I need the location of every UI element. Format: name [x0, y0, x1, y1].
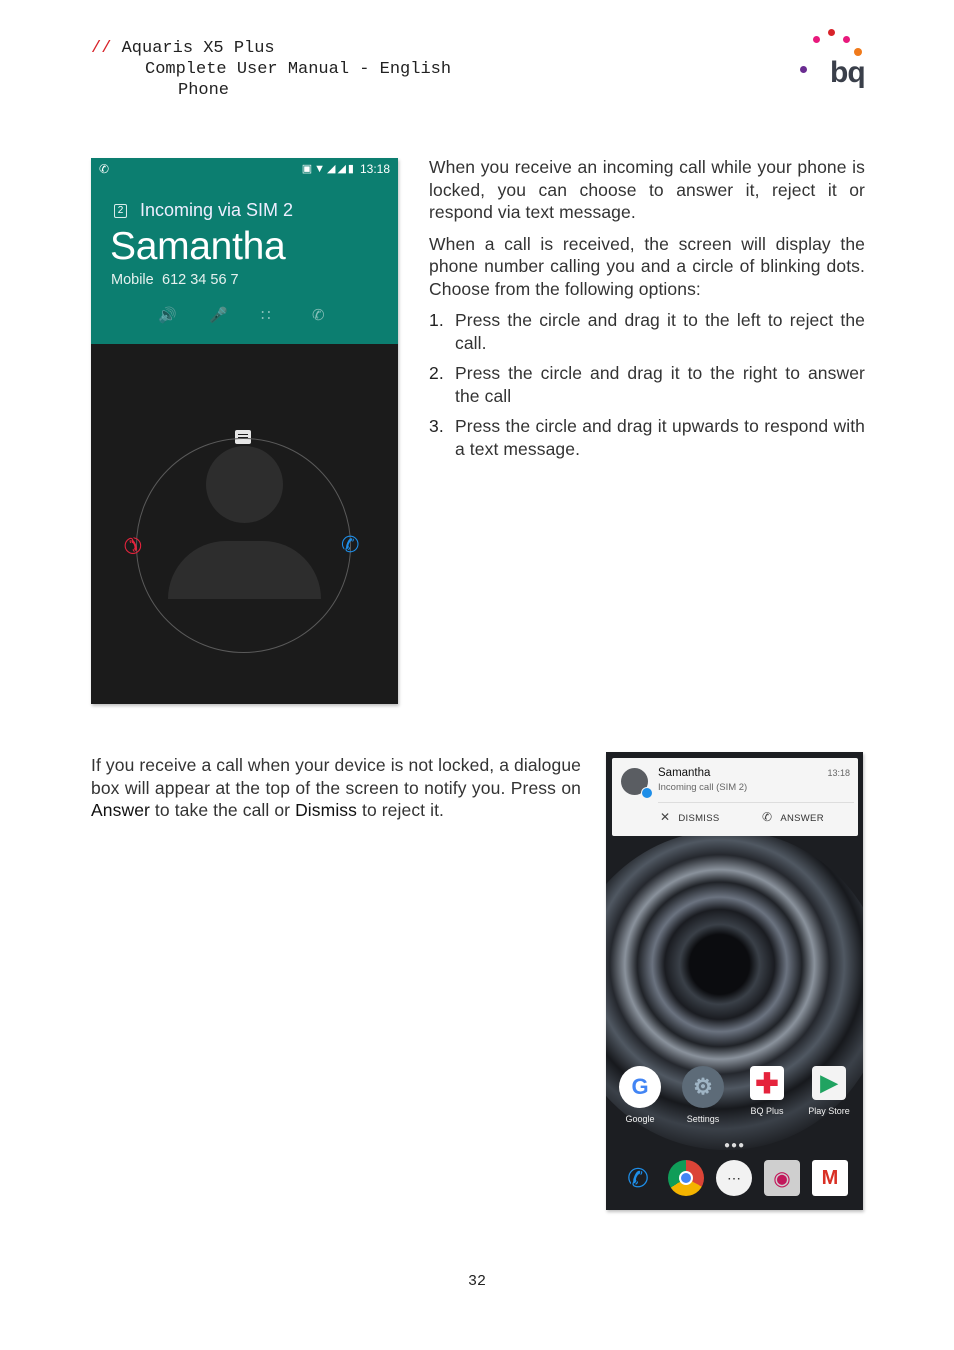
unlocked-call-instructions	[91, 754, 581, 822]
list-text: Press the circle and drag it upwards to respond with a text message.	[455, 416, 865, 459]
list-item	[429, 309, 865, 354]
dialpad-icon[interactable]: ∷	[261, 307, 271, 324]
sim-label: Incoming via SIM 2	[140, 200, 294, 220]
logo-text: bq	[830, 56, 865, 89]
google-icon: G	[619, 1066, 661, 1108]
answer-button[interactable]	[762, 810, 824, 824]
mute-icon[interactable]: 🎤	[209, 307, 228, 324]
list-text: Press the circle and drag it to the right to answer the call	[455, 363, 865, 406]
list-item	[429, 362, 865, 407]
paragraph: When you receive an incoming call while your phone is locked, you can choose to answer it, reject it or respond via text message.	[429, 157, 865, 222]
manual-title: Complete User Manual - English	[145, 60, 452, 79]
dismiss-label: DISMISS	[678, 813, 720, 824]
caller-number: 612 34 56 7	[162, 272, 239, 288]
caller-name: Samantha	[110, 225, 286, 268]
document-header	[91, 38, 451, 101]
locked-incoming-call-screenshot	[91, 158, 398, 704]
answer-label: ANSWER	[780, 813, 824, 824]
gmail-icon[interactable]: M	[812, 1160, 848, 1196]
status-time: 13:18	[359, 162, 390, 176]
options-list	[429, 309, 865, 460]
home-app-row	[606, 1066, 863, 1130]
app-play-store[interactable]	[799, 1066, 859, 1116]
play-store-icon: ▶	[812, 1066, 846, 1100]
plus-icon: ✚	[750, 1066, 784, 1100]
add-call-icon[interactable]: ✆	[312, 307, 325, 324]
answer-call-icon[interactable]: ✆	[341, 532, 360, 557]
list-item	[429, 415, 865, 460]
app-label: BQ Plus	[750, 1106, 784, 1116]
list-number: 2.	[429, 363, 444, 383]
bq-logo	[796, 26, 866, 96]
text-part: If you receive a call when your device is not locked, a dialogue box will appear at the top of the screen to notify you. Press on	[91, 755, 581, 798]
divider	[658, 802, 854, 803]
logo-dot	[854, 48, 862, 56]
call-badge-icon	[641, 787, 653, 799]
app-drawer-icon[interactable]: ⋯	[716, 1160, 752, 1196]
app-label: Settings	[686, 1114, 720, 1124]
app-bq-plus[interactable]	[737, 1066, 797, 1116]
paragraph: When a call is received, the screen will display the phone number calling you and a circle of blinking dots. Choose from the following options:	[429, 233, 865, 299]
gear-icon: ⚙	[682, 1066, 724, 1108]
app-label: Google	[625, 1114, 655, 1124]
caller-type: Mobile	[111, 272, 154, 288]
answer-term: Answer	[91, 800, 150, 820]
page-indicator: ●●●	[724, 1140, 746, 1151]
chrome-center	[679, 1171, 693, 1185]
signal-icons: ▣▼◢◢▮	[301, 163, 356, 175]
reject-call-icon[interactable]: ✆	[117, 529, 148, 561]
list-text: Press the circle and drag it to the left to reject the call.	[455, 310, 865, 353]
list-number: 1.	[429, 310, 444, 330]
product-name: Aquaris X5 Plus	[121, 39, 275, 58]
dismiss-button[interactable]	[660, 810, 720, 824]
app-label: Play Store	[808, 1106, 850, 1116]
notification-time: 13:18	[827, 768, 850, 778]
app-settings[interactable]	[673, 1066, 733, 1124]
call-actions	[91, 306, 398, 328]
text-part: to take the call or	[149, 800, 296, 820]
header-slashes: //	[91, 39, 112, 58]
avatar-placeholder-head	[206, 446, 283, 523]
sim-badge: 2	[114, 204, 127, 218]
call-header	[91, 158, 398, 344]
app-google[interactable]	[610, 1066, 670, 1124]
phone-icon: ✆	[762, 810, 773, 824]
phone-app-icon[interactable]: ✆	[627, 1162, 649, 1193]
text-part: to reject it.	[357, 800, 445, 820]
home-screen-notification-screenshot	[606, 752, 863, 1210]
notification-subtitle: Incoming call (SIM 2)	[658, 782, 748, 793]
speaker-icon[interactable]: 🔊	[158, 307, 177, 324]
logo-dot	[828, 29, 835, 36]
locked-call-instructions	[429, 156, 865, 468]
incoming-call-notification	[612, 758, 858, 836]
notification-name: Samantha	[658, 767, 711, 779]
page-number: 32	[467, 1273, 486, 1290]
status-bar	[91, 158, 398, 180]
list-number: 3.	[429, 416, 444, 436]
logo-dot	[843, 36, 850, 43]
chrome-icon[interactable]	[668, 1160, 704, 1196]
logo-dot	[813, 36, 820, 43]
close-icon: ✕	[660, 810, 671, 824]
logo-dot	[800, 66, 807, 73]
phone-icon: ✆	[99, 162, 110, 176]
dock	[606, 1160, 863, 1200]
dismiss-term: Dismiss	[295, 800, 358, 820]
section-title: Phone	[178, 81, 230, 100]
camera-icon[interactable]: ◉	[764, 1160, 800, 1196]
